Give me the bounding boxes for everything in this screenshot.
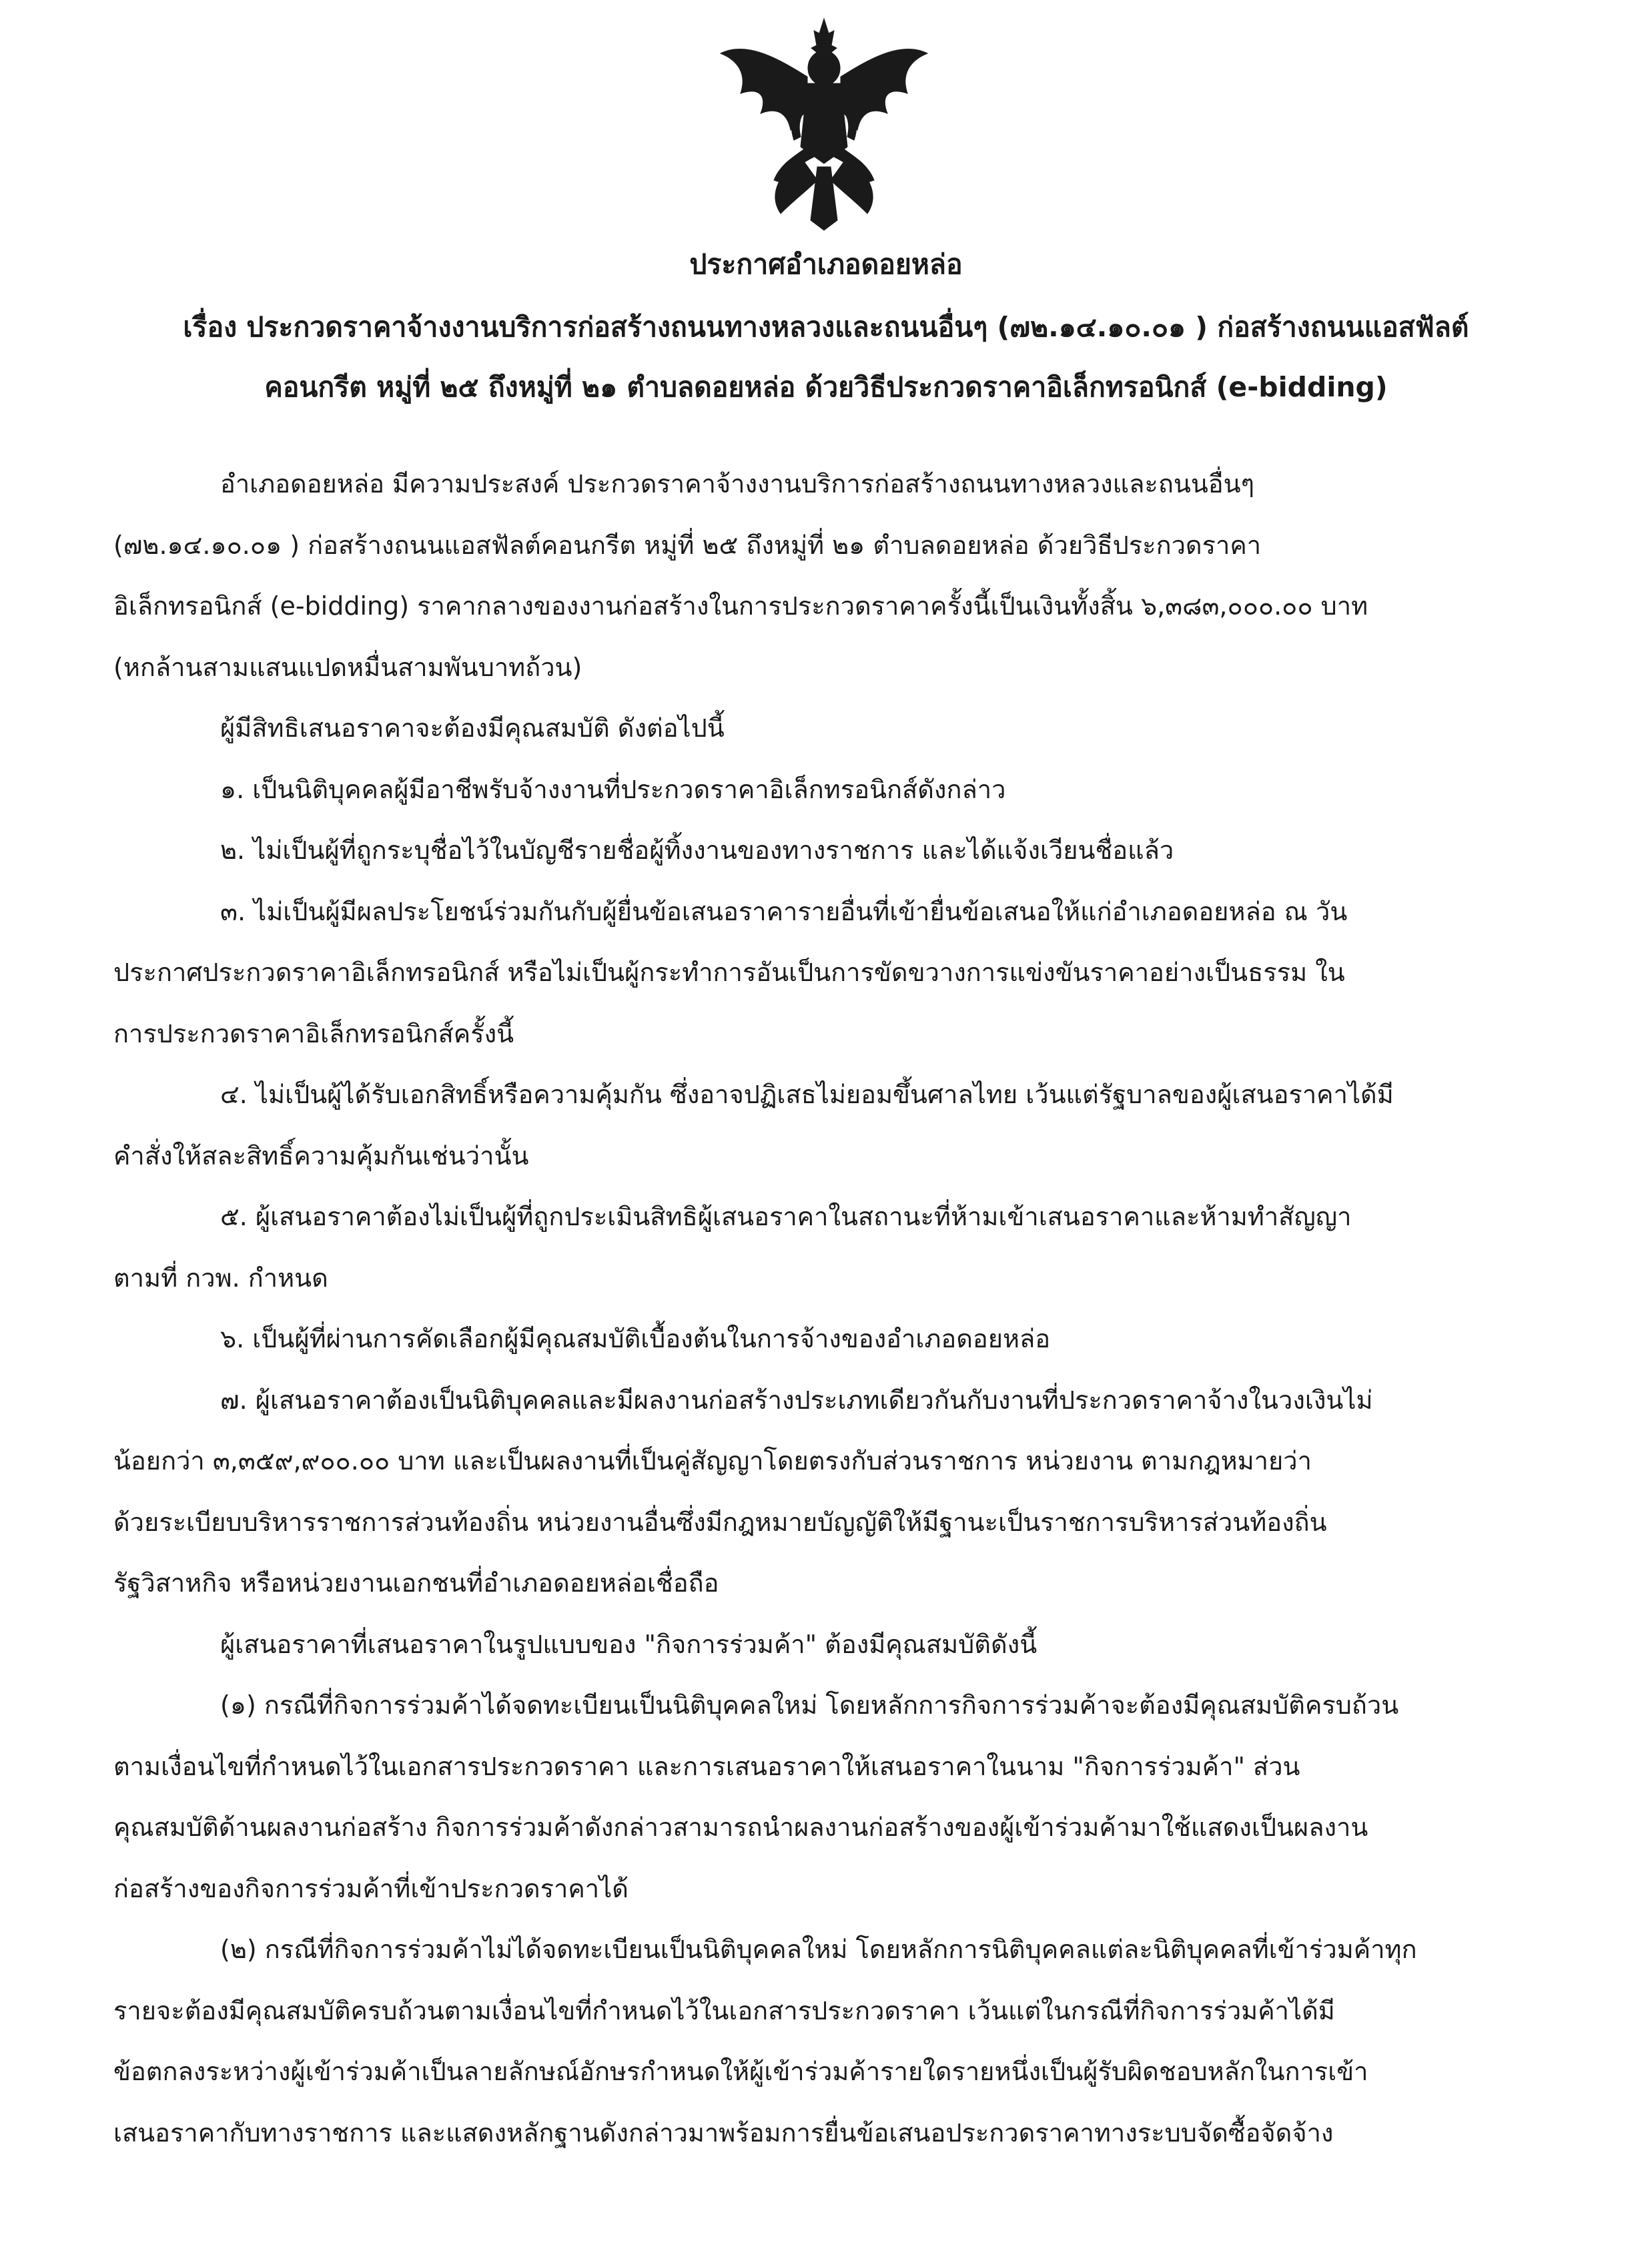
announcement-body: [113, 454, 1548, 2164]
body-line: ๔. ไม่เป็นผู้ได้รับเอกสิทธิ์หรือความคุ้มกัน ซึ่งอาจปฏิเสธไม่ยอมขึ้นศาลไทย เว้นแต่รัฐบาลของผู้เสนอราคาได้มี: [220, 1080, 1394, 1109]
body-line: ๗. ผู้เสนอราคาต้องเป็นนิติบุคคลและมีผลงานก่อสร้างประเภทเดียวกันกับงานที่ประกวดราคาจ้างในวงเงินไม่: [220, 1385, 1373, 1415]
body-line: การประกวดราคาอิเล็กทรอนิกส์ครั้งนี้: [113, 1018, 514, 1048]
body-line: น้อยกว่า ๓,๓๕๙,๙๐๐.๐๐ บาท และเป็นผลงานที่เป็นคู่สัญญาโดยตรงกับส่วนราชการ หน่วยงาน ตามกฎหมายว่า: [113, 1446, 1312, 1476]
body-line: ตามเงื่อนไขที่กำหนดไว้ในเอกสารประกวดราคา และการเสนอราคาให้เสนอราคาในนาม "กิจการร่วมค้า" ส่วน: [113, 1751, 1300, 1781]
body-line: คุณสมบัติด้านผลงานก่อสร้าง กิจการร่วมค้าดังกล่าวสามารถนำผลงานก่อสร้างของผู้เข้าร่วมค้ามาใช้แสดงเป็นผลงาน: [113, 1813, 1368, 1842]
body-line: ประกาศประกวดราคาอิเล็กทรอนิกส์ หรือไม่เป็นผู้กระทำการอันเป็นการขัดขวางการแข่งขันราคาอย่างเป็นธรรม ใน: [113, 958, 1345, 987]
body-line: ตามที่ กวพ. กำหนด: [113, 1263, 328, 1293]
body-line: รัฐวิสาหกิจ หรือหน่วยงานเอกชนที่อำเภอดอยหล่อเชื่อถือ: [113, 1568, 719, 1598]
body-line: ๑. เป็นนิติบุคคลผู้มีอาชีพรับจ้างงานที่ประกวดราคาอิเล็กทรอนิกส์ดังกล่าว: [220, 774, 1006, 804]
announcement-subject-line-2: คอนกรีต หมู่ที่ ๒๕ ถึงหมู่ที่ ๒๑ ตำบลดอยหล่อ ด้วยวิธีประกวดราคาอิเล็กทรอนิกส์ (e-bidding): [264, 371, 1388, 403]
body-line: ๒. ไม่เป็นผู้ที่ถูกระบุชื่อไว้ในบัญชีรายชื่อผู้ทิ้งงานของทางราชการ และได้แจ้งเวียนชื่อแล้ว: [220, 836, 1174, 865]
body-line: ๓. ไม่เป็นผู้มีผลประโยชน์ร่วมกันกับผู้ยื่นข้อเสนอราคารายอื่นที่เข้ายื่นข้อเสนอให้แก่อำเภอดอยหล่อ ณ วัน: [220, 896, 1348, 926]
body-line: (๑) กรณีที่กิจการร่วมค้าได้จดทะเบียนเป็นนิติบุคคลใหม่ โดยหลักการกิจการร่วมค้าจะต้องมีคุณสมบัติครบถ้วน: [220, 1690, 1399, 1720]
body-line: อิเล็กทรอนิกส์ (e-bidding) ราคากลางของงานก่อสร้างในการประกวดราคาครั้งนี้เป็นเงินทั้งสิ้น ๖,๓๘๓,๐๐๐.๐๐ บาท: [113, 591, 1368, 621]
body-line: (หกล้านสามแสนแปดหมื่นสามพันบาทถ้วน): [113, 652, 582, 682]
body-line: (๗๒.๑๔.๑๐.๐๑ ) ก่อสร้างถนนแอสฟัลต์คอนกรีต หมู่ที่ ๒๕ ถึงหมู่ที่ ๒๑ ตำบลดอยหล่อ ด้วยวิธีประกวดราคา: [113, 530, 1262, 560]
body-line: ก่อสร้างของกิจการร่วมค้าที่เข้าประกวดราคาได้: [113, 1873, 629, 1903]
body-line: ด้วยระเบียบบริหารราชการส่วนท้องถิ่น หน่วยงานอื่นซึ่งมีกฎหมายบัญญัติให้มีฐานะเป็นราชการบริหารส่วนท้องถิ่น: [113, 1507, 1327, 1537]
body-line: อำเภอดอยหล่อ มีความประสงค์ ประกวดราคาจ้างงานบริการก่อสร้างถนนทางหลวงและถนนอื่นๆ: [220, 469, 1255, 499]
garuda-emblem: [701, 13, 947, 234]
body-line: (๒) กรณีที่กิจการร่วมค้าไม่ได้จดทะเบียนเป็นนิติบุคคลใหม่ โดยหลักการนิติบุคคลแต่ละนิติบุคคลที่เข้าร่วมค้าทุก: [220, 1935, 1417, 1964]
announcement-subject-line-1: เรื่อง ประกวดราคาจ้างงานบริการก่อสร้างถนนทางหลวงและถนนอื่นๆ (๗๒.๑๔.๑๐.๐๑ ) ก่อสร้างถนนแอสฟัลต์: [183, 311, 1469, 343]
body-line: รายจะต้องมีคุณสมบัติครบถ้วนตามเงื่อนไขที่กำหนดไว้ในเอกสารประกวดราคา เว้นแต่ในกรณีที่กิจการร่วมค้าได้มี: [113, 1995, 1335, 2025]
body-line: ๖. เป็นผู้ที่ผ่านการคัดเลือกผู้มีคุณสมบัติเบื้องต้นในการจ้างของอำเภอดอยหล่อ: [220, 1324, 1051, 1353]
body-line: ผู้เสนอราคาที่เสนอราคาในรูปแบบของ "กิจการร่วมค้า" ต้องมีคุณสมบัติดังนี้: [220, 1629, 1038, 1659]
body-line: ผู้มีสิทธิเสนอราคาจะต้องมีคุณสมบัติ ดังต่อไปนี้: [220, 713, 725, 743]
body-line: คำสั่งให้สละสิทธิ์ความคุ้มกันเช่นว่านั้น: [113, 1141, 529, 1171]
body-line: ข้อตกลงระหว่างผู้เข้าร่วมค้าเป็นลายลักษณ์อักษรกำหนดให้ผู้เข้าร่วมค้ารายใดรายหนึ่งเป็นผู้รับผิดชอบหลักในการเข้า: [113, 2057, 1368, 2086]
body-line: ๕. ผู้เสนอราคาต้องไม่เป็นผู้ที่ถูกประเมินสิทธิผู้เสนอราคาในสถานะที่ห้ามเข้าเสนอราคาและห้ามทำสัญญา: [220, 1202, 1352, 1231]
announcement-title: ประกาศอำเภอดอยหล่อ: [689, 248, 963, 280]
body-line: เสนอราคากับทางราชการ และแสดงหลักฐานดังกล่าวมาพร้อมการยื่นข้อเสนอประกวดราคาทางระบบจัดซื้อจัดจ้าง: [113, 2118, 1334, 2148]
